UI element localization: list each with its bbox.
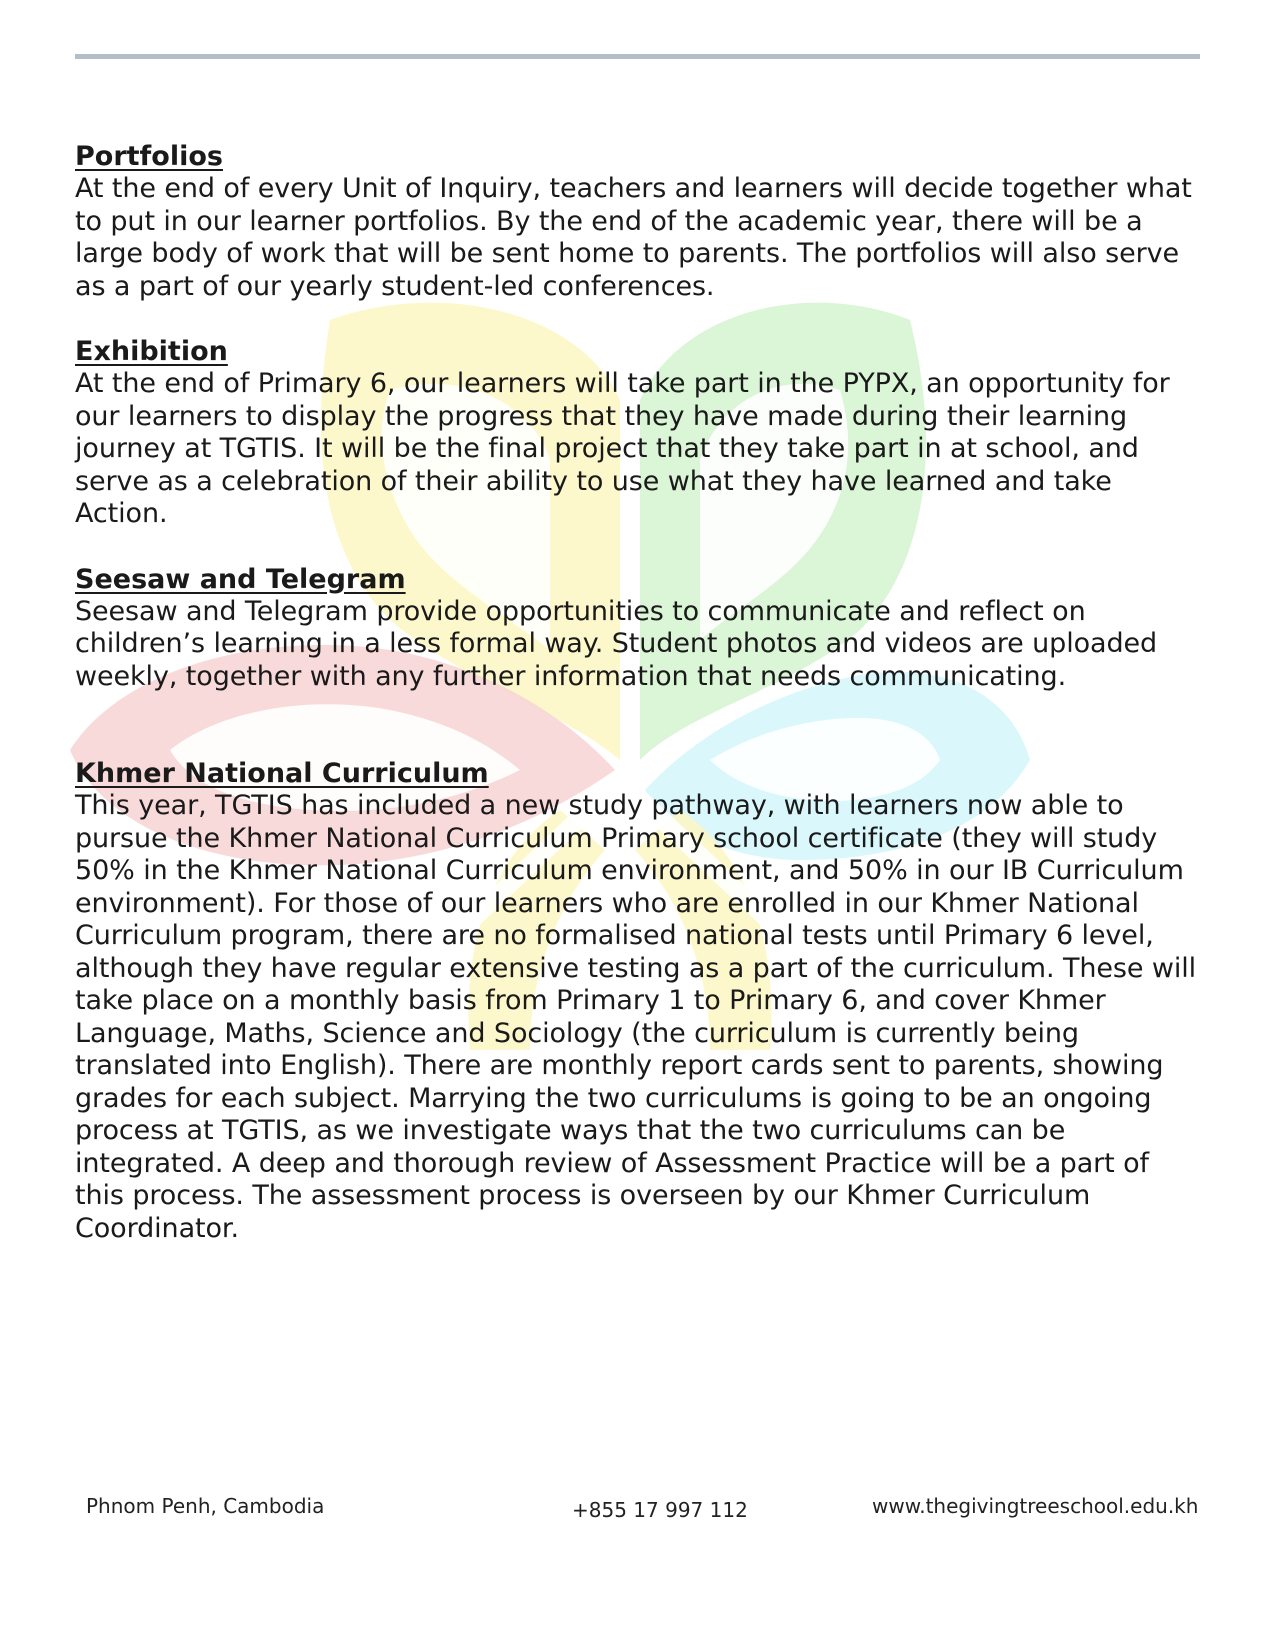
section-khmer-national-curriculum — [75, 757, 1205, 1245]
section-title: Portfolios — [75, 141, 223, 172]
footer-location: Phnom Penh, Cambodia — [86, 1494, 325, 1518]
section-title: Khmer National Curriculum — [75, 758, 489, 789]
section-portfolios — [75, 140, 1205, 303]
footer-website: www.thegivingtreeschool.edu.kh — [872, 1494, 1199, 1518]
section-title: Seesaw and Telegram — [75, 563, 406, 595]
top-divider — [75, 54, 1200, 59]
section-body: At the end of Primary 6, our learners will take part in the PYPX, an opportunity for our learners to display the progress that they have made during their learning journey at TGTIS. It will be the final project that they take part in at school, and serve as a celebration of their ability to use what they have learned and take Action. — [75, 368, 1170, 529]
footer-phone: +855 17 997 112 — [572, 1498, 748, 1522]
section-body: Seesaw and Telegram provide opportunities to communicate and reflect on children’s learning in a less formal way. Student photos and videos are uploaded weekly, together with any further information that needs communicating. — [75, 595, 1158, 692]
document-body — [75, 140, 1205, 1245]
section-title: Exhibition — [75, 336, 228, 367]
section-body: At the end of every Unit of Inquiry, teachers and learners will decide together what to put in our learner portfolios. By the end of the academic year, there will be a large body of work that will be sent home to parents. The portfolios will also serve as a part of our yearly student-led conferences. — [75, 173, 1192, 302]
section-exhibition — [75, 335, 1205, 531]
section-seesaw-telegram — [75, 563, 1205, 694]
section-body: This year, TGTIS has included a new study pathway, with learners now able to pursue the Khmer National Curriculum Primary school certificate (they will study 50% in the Khmer National Curriculum environment, and 50% in our IB Curriculum environment). For those of our learners who are enrolled in our Khmer National Curriculum program, there are no formalised national tests until Primary 6 level, although they have regular extensive testing as a part of the curriculum. These will take place on a monthly basis from Primary 1 to Primary 6, and cover Khmer Language, Maths, Science and Sociology (the curriculum is currently being translated into English). There are monthly report cards sent to parents, showing grades for each subject. Marrying the two curriculums is going to be an ongoing process at TGTIS, as we investigate ways that the two curriculums can be integrated. A deep and thorough review of Assessment Practice will be a part of this process. The assessment process is overseen by our Khmer Curriculum Coordinator. — [75, 790, 1197, 1244]
